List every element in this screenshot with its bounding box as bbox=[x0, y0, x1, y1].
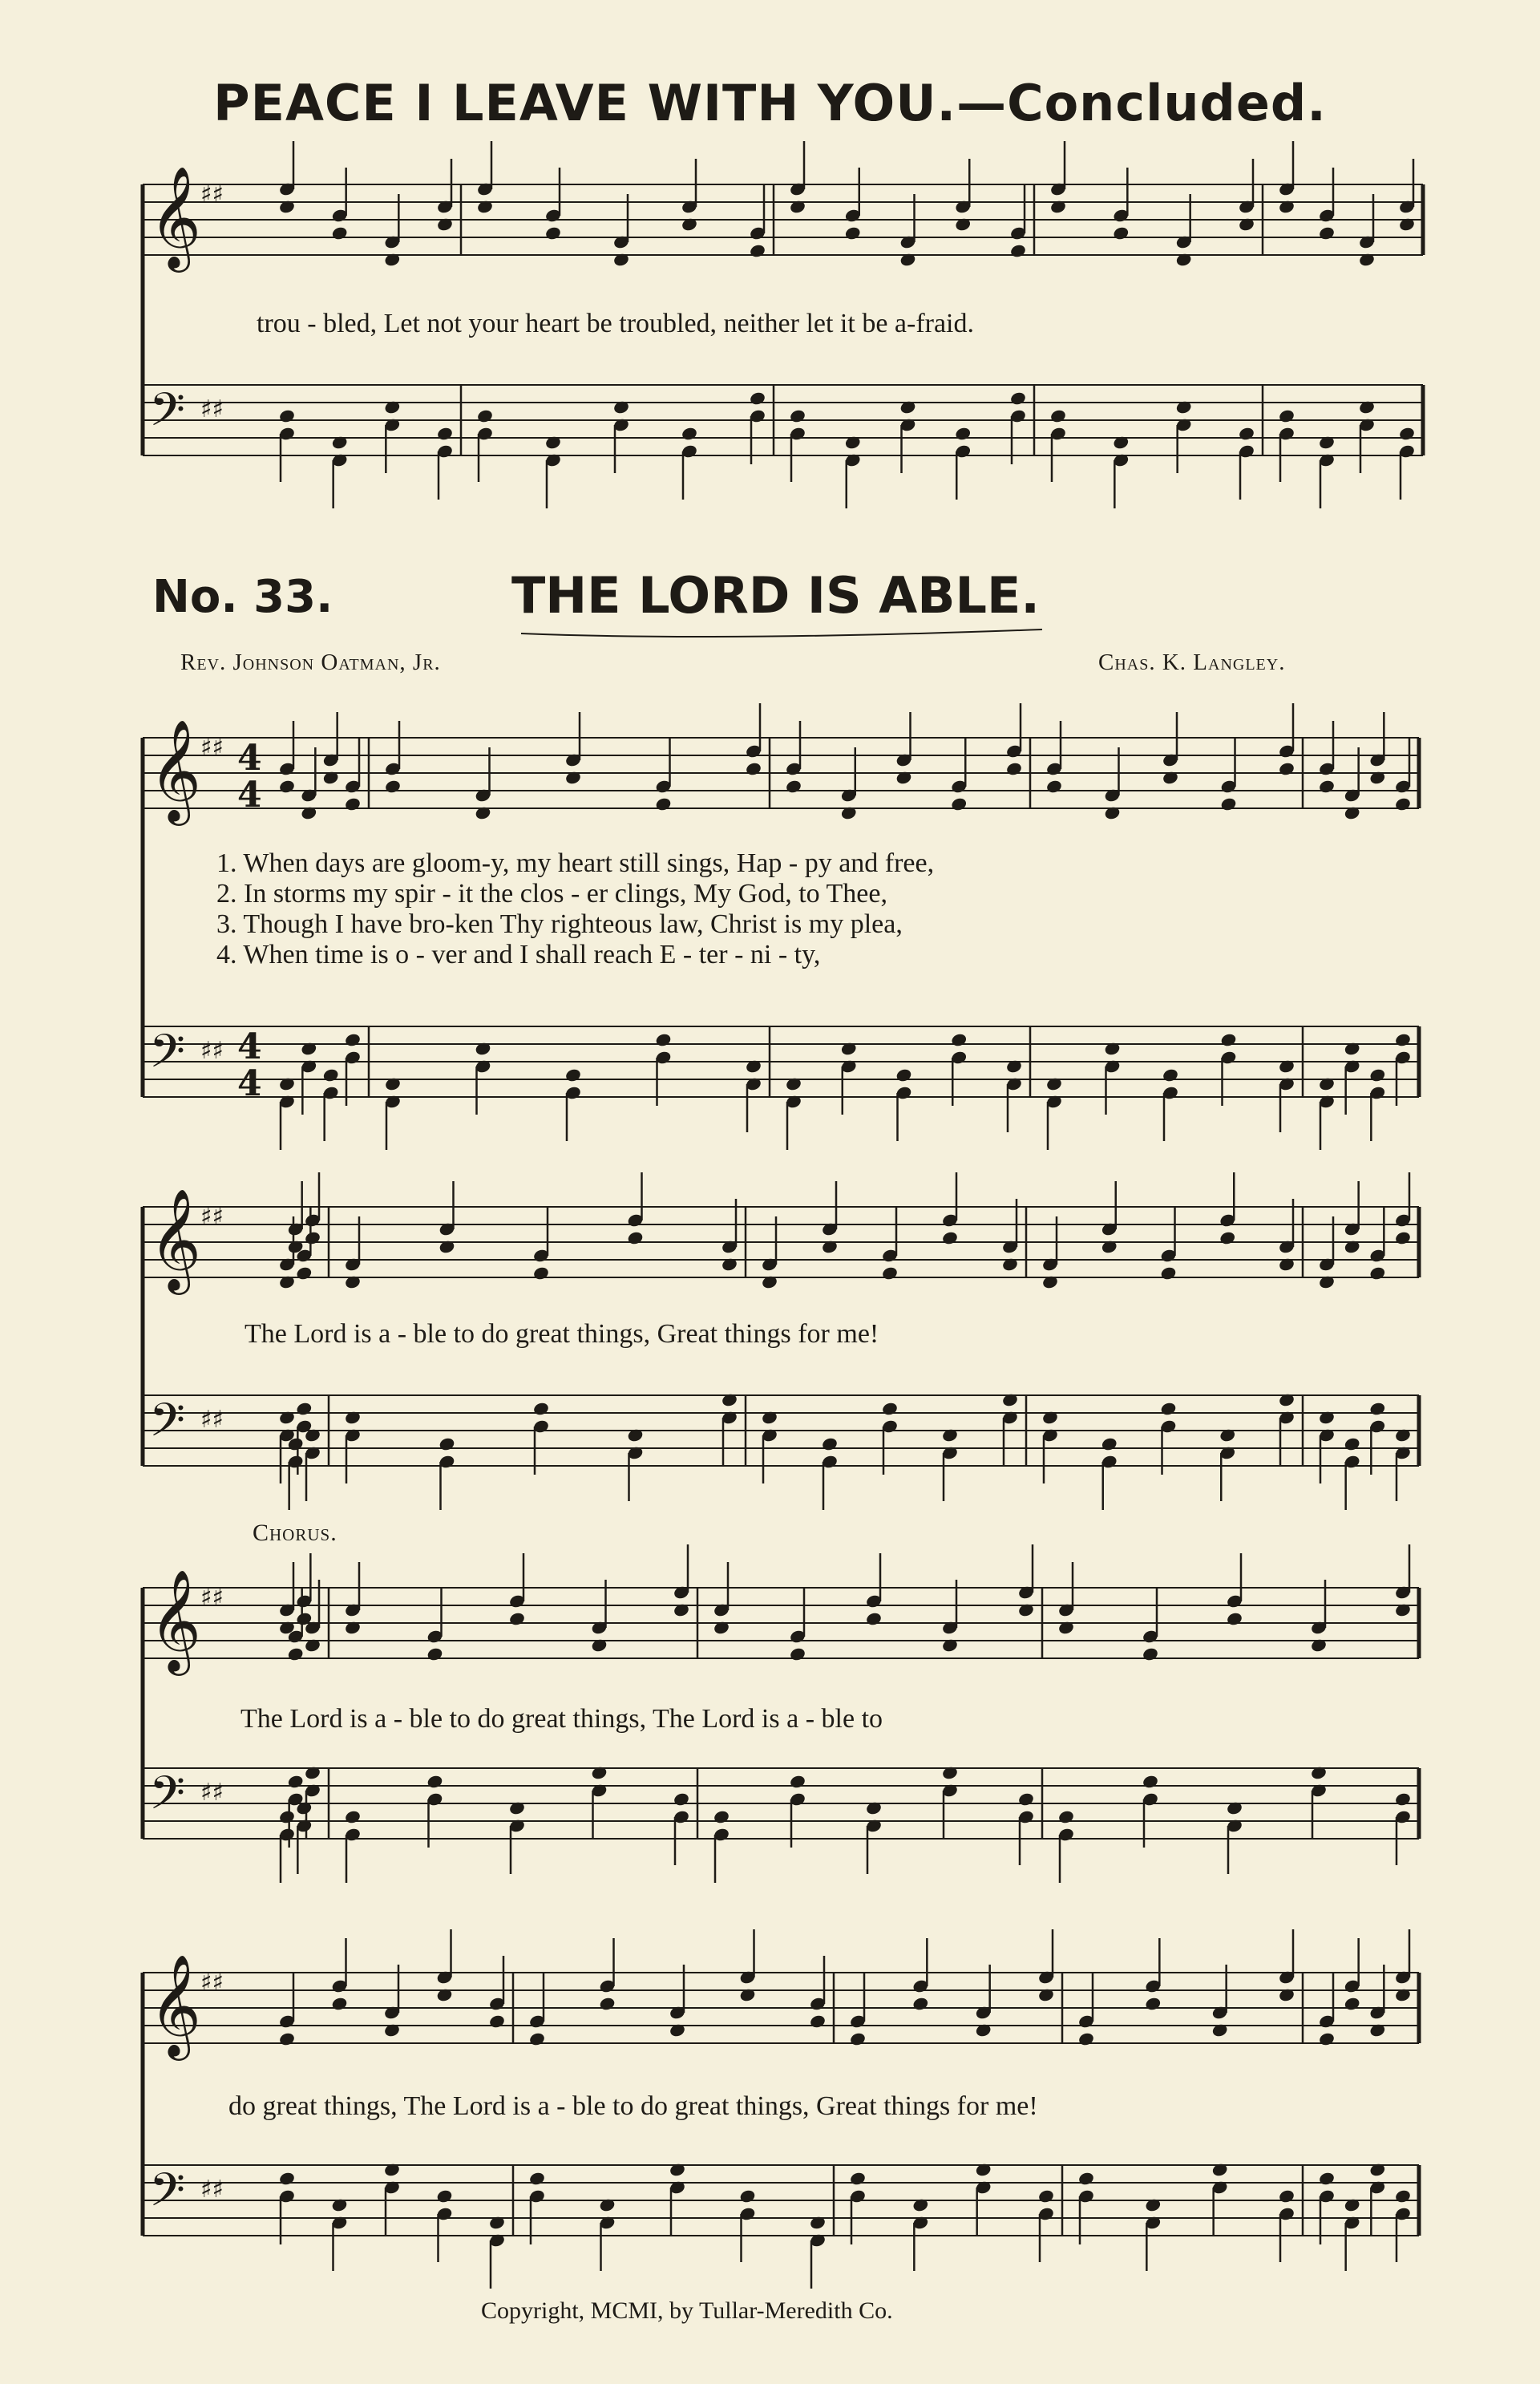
svg-text:♯♯: ♯♯ bbox=[200, 734, 224, 762]
svg-text:𝄞: 𝄞 bbox=[149, 165, 202, 268]
svg-text:♯♯: ♯♯ bbox=[200, 395, 224, 423]
svg-text:4: 4 bbox=[237, 738, 262, 779]
svg-text:4: 4 bbox=[237, 775, 262, 816]
verse-line-1: 1. When days are gloom-y, my heart still sings, Hap - py and free, bbox=[216, 848, 935, 878]
chorus-lyric-line-2: do great things, The Lord is a - ble to do great things, Great things for me! bbox=[228, 2091, 1038, 2121]
svg-text:𝄞: 𝄞 bbox=[149, 1953, 202, 2056]
verse-line-4: 4. When time is o - ver and I shall reach E - ter - ni - ty, bbox=[216, 940, 821, 969]
svg-text:♯♯: ♯♯ bbox=[200, 1969, 224, 1997]
hymn-number: No. 33. bbox=[152, 571, 333, 623]
verse-line-2: 2. In storms my spir - it the clos - er clings, My God, to Thee, bbox=[216, 879, 887, 909]
svg-text:𝄢: 𝄢 bbox=[149, 382, 186, 448]
chorus-label: Chorus. bbox=[253, 1520, 338, 1546]
svg-text:𝄢: 𝄢 bbox=[149, 1393, 186, 1459]
svg-text:♯♯: ♯♯ bbox=[200, 1779, 224, 1807]
composer-credit: Chas. K. Langley. bbox=[1098, 650, 1286, 675]
svg-text:♯♯: ♯♯ bbox=[200, 2176, 224, 2204]
svg-text:♯♯: ♯♯ bbox=[200, 180, 224, 208]
copyright-notice: Copyright, MCMI, by Tullar-Meredith Co. bbox=[481, 2297, 893, 2324]
svg-text:♯♯: ♯♯ bbox=[200, 1584, 224, 1612]
refrain-lyric-line: The Lord is a - ble to do great things, Great things for me! bbox=[245, 1319, 879, 1349]
lyricist-credit: Rev. Johnson Oatman, Jr. bbox=[180, 650, 441, 675]
svg-text:♯♯: ♯♯ bbox=[200, 1406, 224, 1434]
svg-text:𝄞: 𝄞 bbox=[149, 1188, 202, 1290]
verse-line-3: 3. Though I have bro-ken Thy righteous law, Christ is my plea, bbox=[216, 909, 903, 939]
svg-text:𝄞: 𝄞 bbox=[149, 718, 202, 821]
svg-text:4: 4 bbox=[237, 1063, 262, 1104]
svg-text:𝄢: 𝄢 bbox=[149, 1024, 186, 1090]
svg-text:𝄞: 𝄞 bbox=[149, 1568, 202, 1671]
hymn-title: THE LORD IS ABLE. bbox=[511, 566, 1040, 625]
svg-text:𝄢: 𝄢 bbox=[149, 1766, 186, 1832]
svg-text:4: 4 bbox=[237, 1026, 262, 1067]
svg-text:𝄢: 𝄢 bbox=[149, 2163, 186, 2228]
concluded-lyric-line: trou - bled, Let not your heart be troubled, neither let it be a-fraid. bbox=[257, 309, 975, 338]
chorus-lyric-line-1: The Lord is a - ble to do great things, The Lord is a - ble to bbox=[240, 1704, 883, 1734]
page-title: PEACE I LEAVE WITH YOU.—Concluded. bbox=[213, 74, 1327, 132]
svg-text:♯♯: ♯♯ bbox=[200, 1203, 224, 1231]
svg-text:♯♯: ♯♯ bbox=[200, 1037, 224, 1065]
